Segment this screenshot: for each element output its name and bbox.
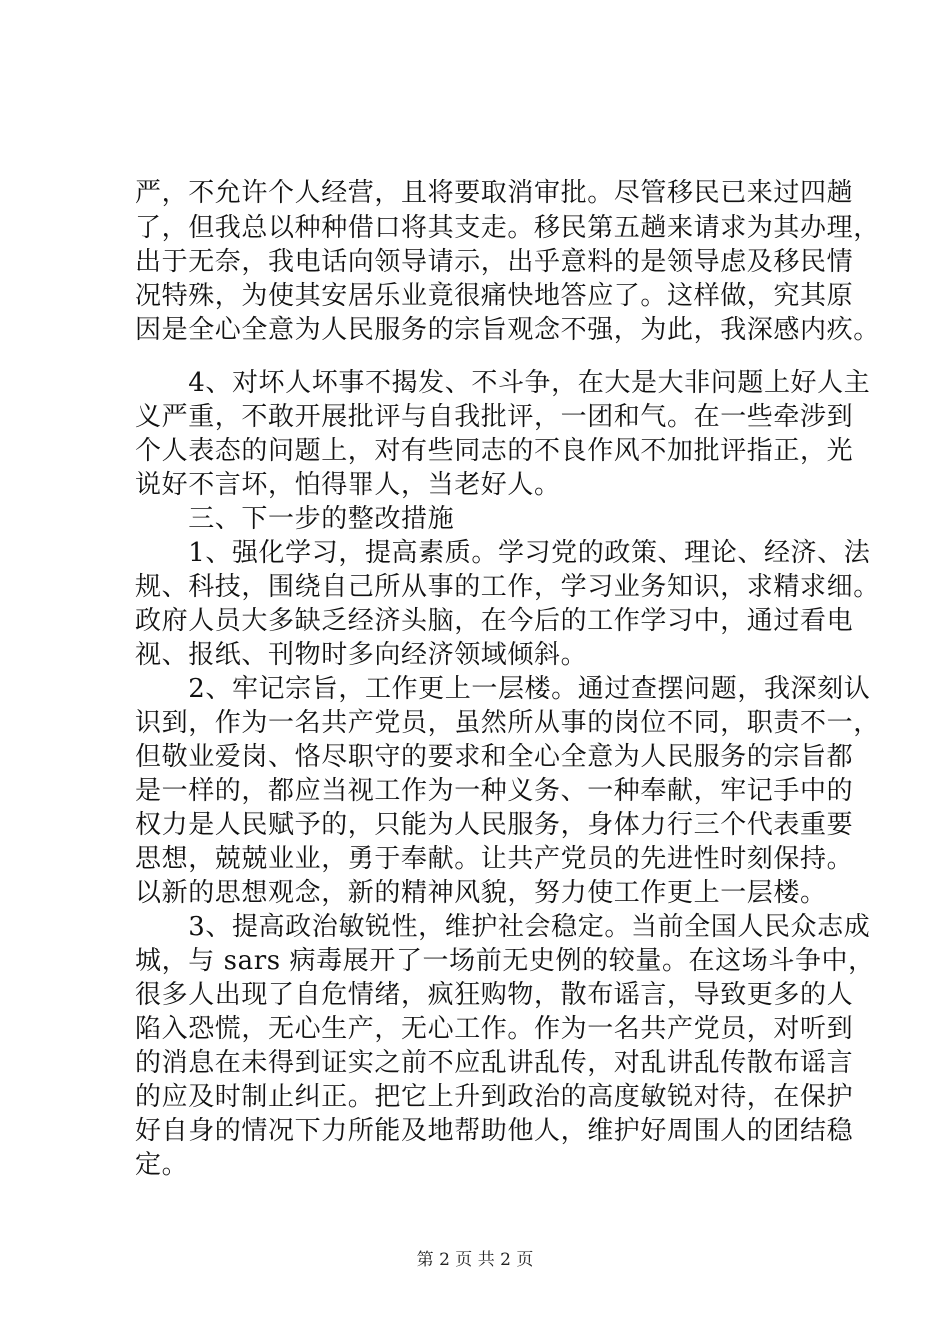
text-line: 定。 bbox=[135, 1150, 189, 1180]
text-line: 是一样的，都应当视工作为一种义务、一种奉献，牢记手中的 bbox=[135, 776, 854, 806]
text-line: 的应及时制止纠正。把它上升到政治的高度敏锐对待，在保护 bbox=[135, 1082, 854, 1112]
text-line: 陷入恐慌，无心生产，无心工作。作为一名共产党员，对听到 bbox=[135, 1014, 854, 1044]
section-heading: 三、下一步的整改措施 bbox=[135, 504, 455, 534]
text-line: 权力是人民赋予的，只能为人民服务，身体力行三个代表重要 bbox=[135, 810, 854, 840]
text-line: 说好不言坏，怕得罪人，当老好人。 bbox=[135, 470, 561, 500]
text-line: 的消息在未得到证实之前不应乱讲乱传，对乱讲乱传散布谣言 bbox=[135, 1048, 854, 1078]
text-line: 1、强化学习，提高素质。学习党的政策、理论、经济、法 bbox=[135, 538, 871, 568]
text-line: 出于无奈，我电话向领导请示，出乎意料的是领导虑及移民情 bbox=[135, 247, 854, 277]
text-line: 规、科技，围绕自己所从事的工作，学习业务知识，求精求细。 bbox=[135, 572, 880, 602]
page-footer: 第 2 页 共 2 页 bbox=[416, 1250, 534, 1270]
text-line: 以新的思想观念，新的精神风貌，努力使工作更上一层楼。 bbox=[135, 878, 827, 908]
text-line: 严，不允许个人经营，且将要取消审批。尽管移民已来过四趟 bbox=[135, 178, 854, 208]
text-line: 因是全心全意为人民服务的宗旨观念不强，为此，我深感内疚。 bbox=[135, 315, 880, 345]
text-line: 了，但我总以种种借口将其支走。移民第五趟来请求为其办理， bbox=[135, 213, 880, 243]
text-line: 很多人出现了自危情绪，疯狂购物，散布谣言，导致更多的人 bbox=[135, 980, 854, 1010]
text-line: 4、对坏人坏事不揭发、不斗争，在大是大非问题上好人主 bbox=[135, 368, 871, 398]
text-line: 好自身的情况下力所能及地帮助他人，维护好周围人的团结稳 bbox=[135, 1116, 854, 1146]
text-line: 个人表态的问题上，对有些同志的不良作风不加批评指正，光 bbox=[135, 436, 854, 466]
text-line: 识到，作为一名共产党员，虽然所从事的岗位不同，职责不一， bbox=[135, 708, 880, 738]
text-line: 3、提高政治敏锐性，维护社会稳定。当前全国人民众志成 bbox=[135, 912, 871, 942]
text-line: 城，与 sars 病毒展开了一场前无史例的较量。在这场斗争中， bbox=[135, 946, 875, 976]
text-line: 义严重，不敢开展批评与自我批评，一团和气。在一些牵涉到 bbox=[135, 402, 854, 432]
text-line: 政府人员大多缺乏经济头脑，在今后的工作学习中，通过看电 bbox=[135, 606, 854, 636]
text-line: 视、报纸、刊物时多向经济领域倾斜。 bbox=[135, 640, 588, 670]
text-line: 但敬业爱岗、恪尽职守的要求和全心全意为人民服务的宗旨都 bbox=[135, 742, 854, 772]
text-line: 2、牢记宗旨，工作更上一层楼。通过查摆问题，我深刻认 bbox=[135, 674, 871, 704]
text-line: 况特殊，为使其安居乐业竟很痛快地答应了。这样做，究其原 bbox=[135, 281, 854, 311]
text-line: 思想，兢兢业业，勇于奉献。让共产党员的先进性时刻保持。 bbox=[135, 844, 854, 874]
